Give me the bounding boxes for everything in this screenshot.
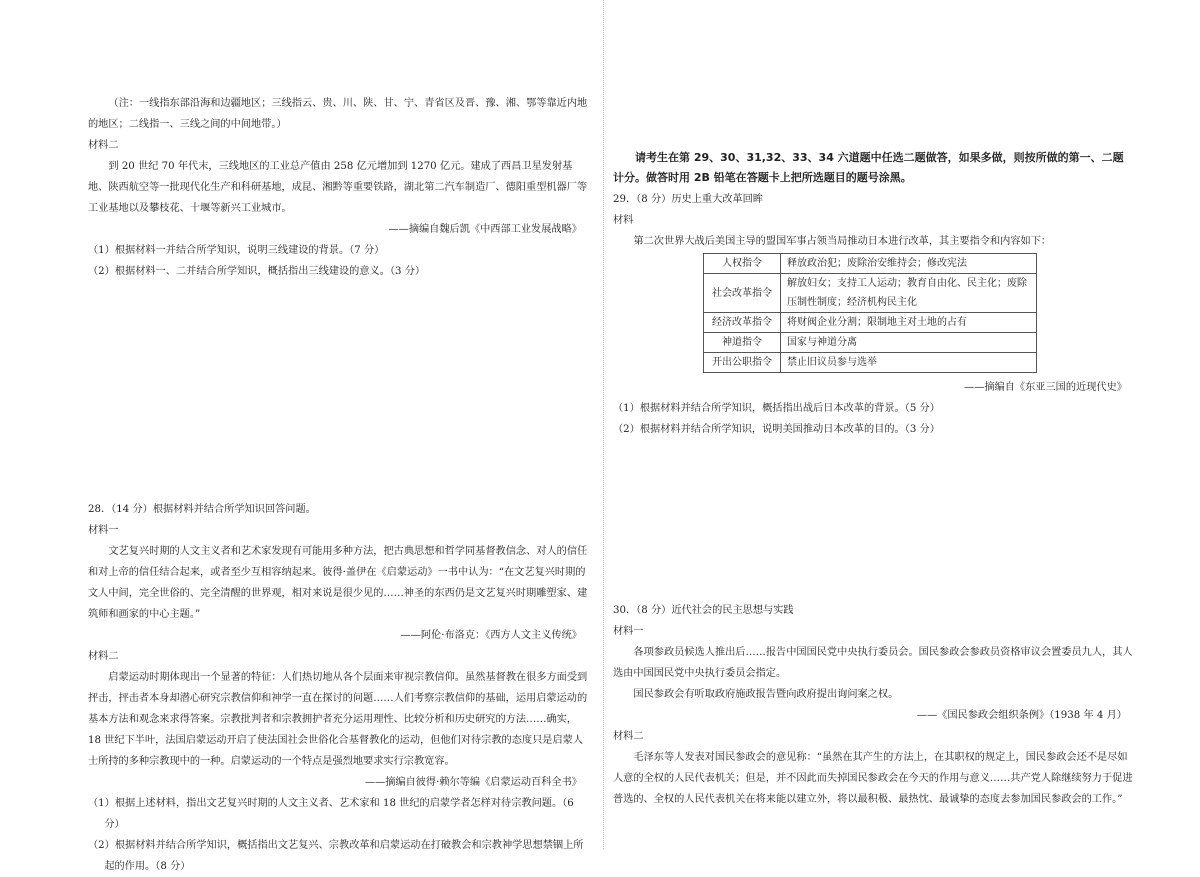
table-cell-value: 国家与神道分离 xyxy=(781,333,1037,353)
material-label: 材料二 xyxy=(88,651,119,662)
question-27-2: （2）根据材料一、二并结合所学知识，概括指出三线建设的意义。（3 分） xyxy=(88,266,426,277)
table-cell-value: 将财阀企业分割；限制地主对土地的占有 xyxy=(781,313,1037,333)
table-row xyxy=(704,274,1037,313)
table-row xyxy=(704,333,1037,353)
question-29-1: （1）根据材料并结合所学知识，概括指出战后日本改革的背景。（5 分） xyxy=(613,403,940,414)
table-cell-key: 经济改革指令 xyxy=(704,313,781,333)
source-citation: ——摘编自魏后凯《中西部工业发展战略》 xyxy=(388,224,582,235)
material-text: 国民参政会有听取政府施政报告暨向政府提出询问案之权。 xyxy=(633,689,899,700)
material-label: 材料一 xyxy=(88,525,119,536)
table-cell-value: 禁止旧议员参与选举 xyxy=(781,353,1037,373)
table-row xyxy=(704,254,1037,274)
material-label: 材料二 xyxy=(88,140,119,151)
material-text: 启蒙运动时期体现出一个显著的特征：人们热切地从各个层面来审视宗教信仰。虽然基督教在很多方面受到抨击，抨击者本身却潜心研究宗教信仰和神学一直在探讨的问题……人们考察宗教信仰的基础，运用启蒙运动的基本方法和观念来求得答案。宗教批判者和宗教拥护者充分运用理性、比较分析和历史研究的方法……确实，18 世纪下半叶，法国启蒙运动开启了使法国社会世俗化合基督教化的运动，但他们对待宗教的态度只是启蒙人士所持的多种宗教现中的一种。启蒙运动的一个特点是强烈地要求实行宗教宽容。 xyxy=(88,672,588,767)
material-text: 文艺复兴时期的人文主义者和艺术家发现有可能用多种方法，把古典思想和哲学同基督教信念、对人的信任和对上帝的信任结合起来，或者至少互相容纳起来。彼得·盖伊在《启蒙运动》一书中认为：“在文艺复兴时期的文人中间，完全世俗的、完全清醒的世界观，相对来说是很少见的……神圣的东西仍是文艺复兴时期雕塑家、建筑师和画家的中心主题。” xyxy=(88,546,588,620)
table-cell-key: 社会改革指令 xyxy=(704,274,781,313)
selection-notice: 请考生在第 29、30、31,32、33、34 六道题中任选二题做答，如果多做，则按所做的第一、二题计分。做答时用 2B 铅笔在答题卡上把所选题目的题号涂黑。 xyxy=(613,151,1124,184)
page-divider xyxy=(603,0,604,849)
table-cell-value: 释放政治犯；废除治安维持会；修改宪法 xyxy=(781,254,1037,274)
source-citation: ——阿伦·布洛克：《西方人文主义传统》 xyxy=(400,630,582,641)
reform-table xyxy=(703,253,1037,373)
answer-space xyxy=(613,440,1133,600)
material-text: 到 20 世纪 70 年代末，三线地区的工业总产值由 258 亿元增加到 1270 亿元。建成了西昌卫星发射基地、陕西航空等一批现代化生产和科研基地，成昆、湘黔等重要铁路，湖北第二汽车制造厂、德阳重型机器厂等工业基地以及攀枝花、十堰等新兴工业城市。 xyxy=(88,161,588,214)
table-cell-key: 开出公职指令 xyxy=(704,353,781,373)
note-text: （注：一线指东部沿海和边疆地区；三线指云、贵、川、陕、甘、宁、青省区及晋、豫、湘、鄂等靠近内地的地区；二线指一、三线之间的中间地带。） xyxy=(88,98,588,130)
table-row xyxy=(704,353,1037,373)
source-citation: ——摘编自彼得·赖尔等编《启蒙运动百科全书》 xyxy=(364,777,582,788)
table-cell-key: 人权指令 xyxy=(704,254,781,274)
material-label: 材料 xyxy=(613,215,634,226)
right-column xyxy=(613,148,1133,810)
table-row xyxy=(704,313,1037,333)
question-28-2: （2）根据材料并结合所学知识，概括指出文艺复兴、宗教改革和启蒙运动在打破教会和宗教神学思想禁锢上所起的作用。（8 分） xyxy=(88,840,584,872)
material-text: 各项参政员候选人推出后……报告中国国民党中央执行委员会。国民参政会参政员资格审议会置委员九人，其人选由中国国民党中央执行委员会指定。 xyxy=(613,647,1133,679)
question-29-heading: 29．（8 分）历史上重大改革回眸 xyxy=(613,194,764,205)
question-27-1: （1）根据材料一并结合所学知识，说明三线建设的背景。（7 分） xyxy=(88,245,385,256)
question-29-2: （2）根据材料并结合所学知识，说明美国推动日本改革的目的。（3 分） xyxy=(613,424,940,435)
table-cell-key: 神道指令 xyxy=(704,333,781,353)
left-column xyxy=(88,93,588,877)
table-cell-value: 解放妇女；支持工人运动；教育自由化、民主化；废除压制性制度；经济机构民主化 xyxy=(781,274,1037,313)
material-text: 第二次世界大战后美国主导的盟国军事占领当局推动日本进行改革，其主要指令和内容如下： xyxy=(633,236,1052,247)
question-28-1: （1）根据上述材料，指出文艺复兴时期的人文主义者、艺术家和 18 世纪的启蒙学者怎样对待宗教问题。（6 分） xyxy=(88,798,574,830)
material-text: 毛泽东等人发表对国民参政会的意见称：“虽然在其产生的方法上，在其职权的规定上，国民参政会还不是尽如人意的全权的人民代表机关；但是，并不因此而失掉国民参政会在今天的作用与意义……共产党人除继续努力于促进普选的、全权的人民代表机关在将来能以建立外，将以最积极、最热忱、最诚挚的态度去参加国民参政会的工作。” xyxy=(613,752,1133,805)
material-label: 材料二 xyxy=(613,731,644,742)
question-28-heading: 28．（14 分）根据材料并结合所学知识回答问题。 xyxy=(88,504,316,515)
answer-space xyxy=(88,282,588,499)
source-citation: ——摘编自《东亚三国的近现代史》 xyxy=(964,382,1127,393)
source-citation: ——《国民参政会组织条例》（1938 年 4 月） xyxy=(916,710,1127,721)
question-30-heading: 30．（8 分）近代社会的民主思想与实践 xyxy=(613,605,794,616)
material-label: 材料一 xyxy=(613,626,644,637)
